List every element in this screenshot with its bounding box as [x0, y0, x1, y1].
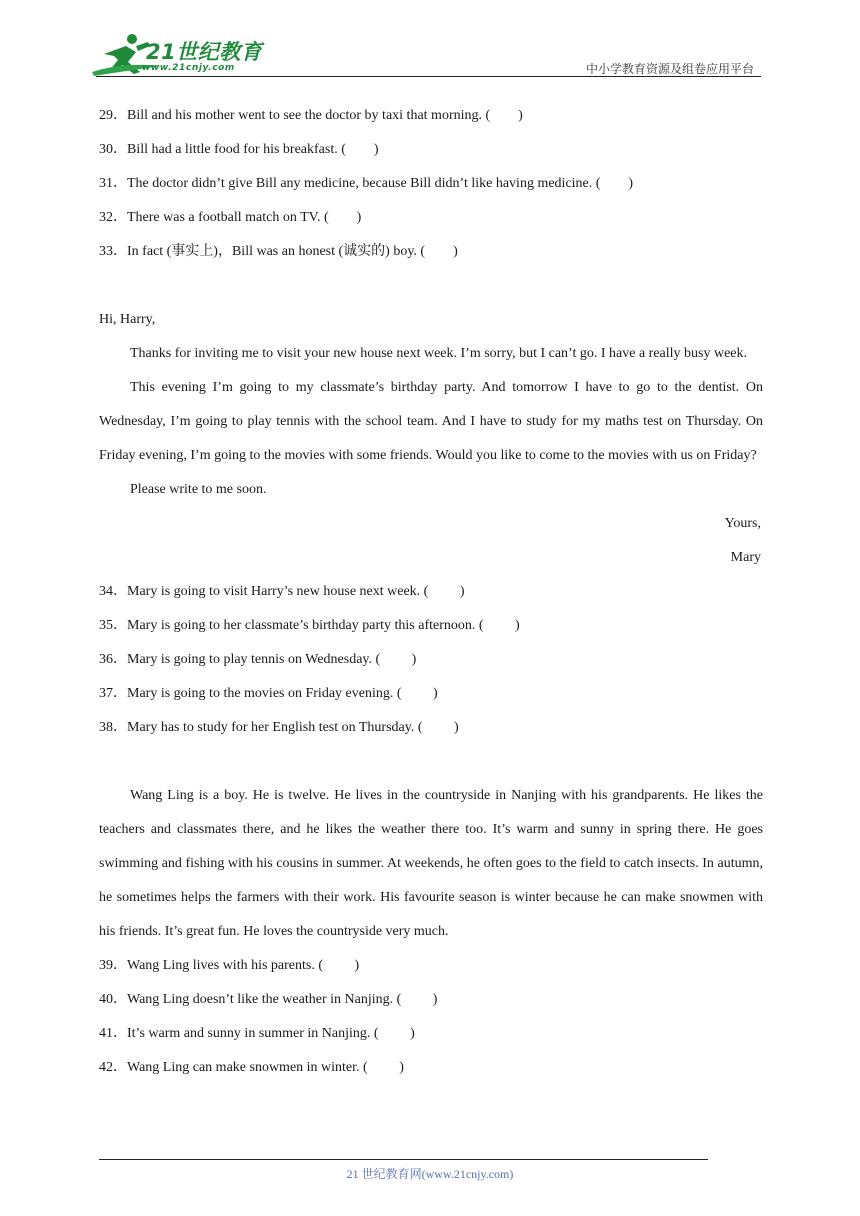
question-39: 39．Wang Ling lives with his parents. ( ) [99, 958, 360, 973]
question-33: 33．In fact (事实上)，Bill was an honest (诚实的) boy. ( ) [99, 244, 458, 259]
question-37: 37．Mary is going to the movies on Friday evening. ( ) [99, 686, 438, 701]
letter-paragraph-2: This evening I’m going to my classmate’s birthday party. And tomorrow I have to go to the dentist. On Wednesday, I’m going to play tennis with the school team. And I have to study for my maths test on Thursday. On Friday evening, I’m going to the movies with some friends. Would you like to come to the movies with us on Friday? [99, 380, 763, 463]
header-divider [96, 76, 761, 77]
footer-divider [99, 1159, 708, 1160]
logo-text: 21世纪教育 [146, 40, 263, 64]
question-42: 42．Wang Ling can make snowmen in winter. ( ) [99, 1060, 404, 1075]
wang-ling-passage [99, 779, 763, 1085]
page-footer: 21 世纪教育网(www.21cnjy.com) [346, 1167, 514, 1181]
letter-greeting: Hi, Harry, [99, 312, 156, 327]
question-32: 32．There was a football match on TV. ( ) [99, 210, 362, 225]
question-31: 31．The doctor didn’t give Bill any medicine, because Bill didn’t like having medicine. ( ) [99, 176, 634, 191]
question-29: 29．Bill and his mother went to see the doctor by taxi that morning. ( ) [99, 108, 523, 123]
question-41: 41．It’s warm and sunny in summer in Nanjing. ( ) [99, 1026, 415, 1041]
spacer [99, 269, 763, 303]
wang-ling-paragraph: Wang Ling is a boy. He is twelve. He lives in the countryside in Nanjing with his grandparents. He likes the teachers and classmates there, and he likes the weather there too. It’s warm and sunny in spring there. He goes swimming and fishing with his cousins in summer. At weekends, he often goes to the field to catch insects. In autumn, he sometimes helps the farmers with their work. His favourite season is winter because he can make snowmen with his friends. It’s great fun. He loves the countryside very much. [99, 788, 763, 939]
platform-title: 中小学教育资源及组卷应用平台 [585, 62, 754, 76]
spacer [99, 745, 763, 779]
question-34: 34．Mary is going to visit Harry’s new house next week. ( ) [99, 584, 465, 599]
letter-passage [99, 303, 763, 745]
question-36: 36．Mary is going to play tennis on Wednesday. ( ) [99, 652, 417, 667]
question-40: 40．Wang Ling doesn’t like the weather in Nanjing. ( ) [99, 992, 438, 1007]
question-35: 35．Mary is going to her classmate’s birthday party this afternoon. ( ) [99, 618, 520, 633]
logo-url: www.21cnjy.com [142, 63, 235, 73]
section-bill-questions [99, 99, 763, 269]
question-30: 30．Bill had a little food for his breakfast. ( ) [99, 142, 379, 157]
document-body [99, 99, 763, 1085]
letter-signature: Mary [730, 550, 761, 565]
letter-closing: Yours, [724, 516, 761, 531]
letter-paragraph-1: Thanks for inviting me to visit your new house next week. I’m sorry, but I can’t go. I have a really busy week. [130, 346, 748, 361]
question-38: 38．Mary has to study for her English test on Thursday. ( ) [99, 720, 459, 735]
letter-paragraph-3: Please write to me soon. [130, 482, 267, 497]
page-header [0, 0, 860, 80]
